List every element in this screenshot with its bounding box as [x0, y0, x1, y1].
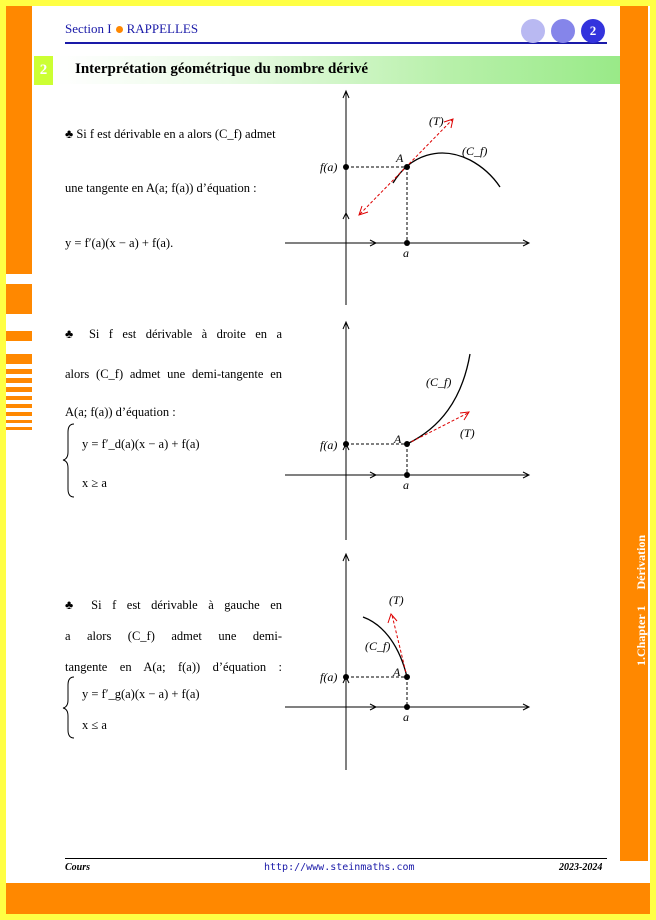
label-a: a	[403, 246, 409, 260]
block2-line1: ♣ Si f est dérivable à droite en a	[65, 327, 282, 341]
label-a-point: A	[393, 665, 401, 679]
header-section: Section I	[65, 21, 112, 36]
block3-line2: a alors (C_f) admet une demi-	[65, 629, 282, 643]
side-chapter: 1.Chapter 1	[634, 605, 648, 666]
label-t: (T)	[389, 593, 404, 607]
block2-line3: A(a; f(a)) d’équation :	[65, 405, 176, 419]
block3-eq2: x ≤ a	[82, 718, 107, 732]
label-fa: f(a)	[320, 670, 338, 684]
point-a	[404, 674, 410, 680]
label-fa: f(a)	[320, 438, 338, 452]
header-topic: RAPPELLES	[126, 21, 199, 36]
block2-line2: alors (C_f) admet une demi-tangente en	[65, 367, 282, 381]
label-a-point: A	[396, 151, 404, 165]
label-fa: f(a)	[320, 160, 338, 174]
block1-line1: ♣ Si f est dérivable en a alors (C_f) admet	[65, 127, 276, 141]
block1-line2: une tangente en A(a; f(a)) d’équation :	[65, 181, 257, 195]
block2-eq2: x ≥ a	[82, 476, 107, 490]
section-number-tab: 2	[34, 56, 53, 85]
footer-left: Cours	[65, 862, 91, 873]
block3-line3: tangente en A(a; f(a)) d’équation :	[65, 660, 282, 674]
footer-url-link[interactable]: http://www.steinmaths.com	[264, 862, 415, 873]
section-title: Interprétation géométrique du nombre dérivé	[75, 61, 369, 77]
label-cf: (C_f)	[462, 144, 488, 158]
label-cf: (C_f)	[365, 639, 391, 653]
block1-line3: y = f′(a)(x − a) + f(a).	[65, 236, 174, 250]
page-number-badge: 2	[581, 19, 605, 43]
label-t: (T)	[429, 114, 444, 128]
label-t: (T)	[460, 426, 475, 440]
side-topic: Dérivation	[634, 534, 648, 590]
block3-eq1: y = f′_g(a)(x − a) + f(a)	[82, 687, 200, 701]
label-a-point: A	[394, 432, 402, 446]
label-a: a	[403, 478, 409, 492]
label-a: a	[403, 710, 409, 724]
footer-rule	[65, 858, 607, 859]
block3-line1: ♣ Si f est dérivable à gauche en	[65, 598, 282, 612]
point-fa	[343, 674, 349, 680]
block2-eq1: y = f′_d(a)(x − a) + f(a)	[82, 437, 200, 451]
label-cf: (C_f)	[426, 375, 452, 389]
footer-year: 2023-2024	[559, 862, 603, 873]
